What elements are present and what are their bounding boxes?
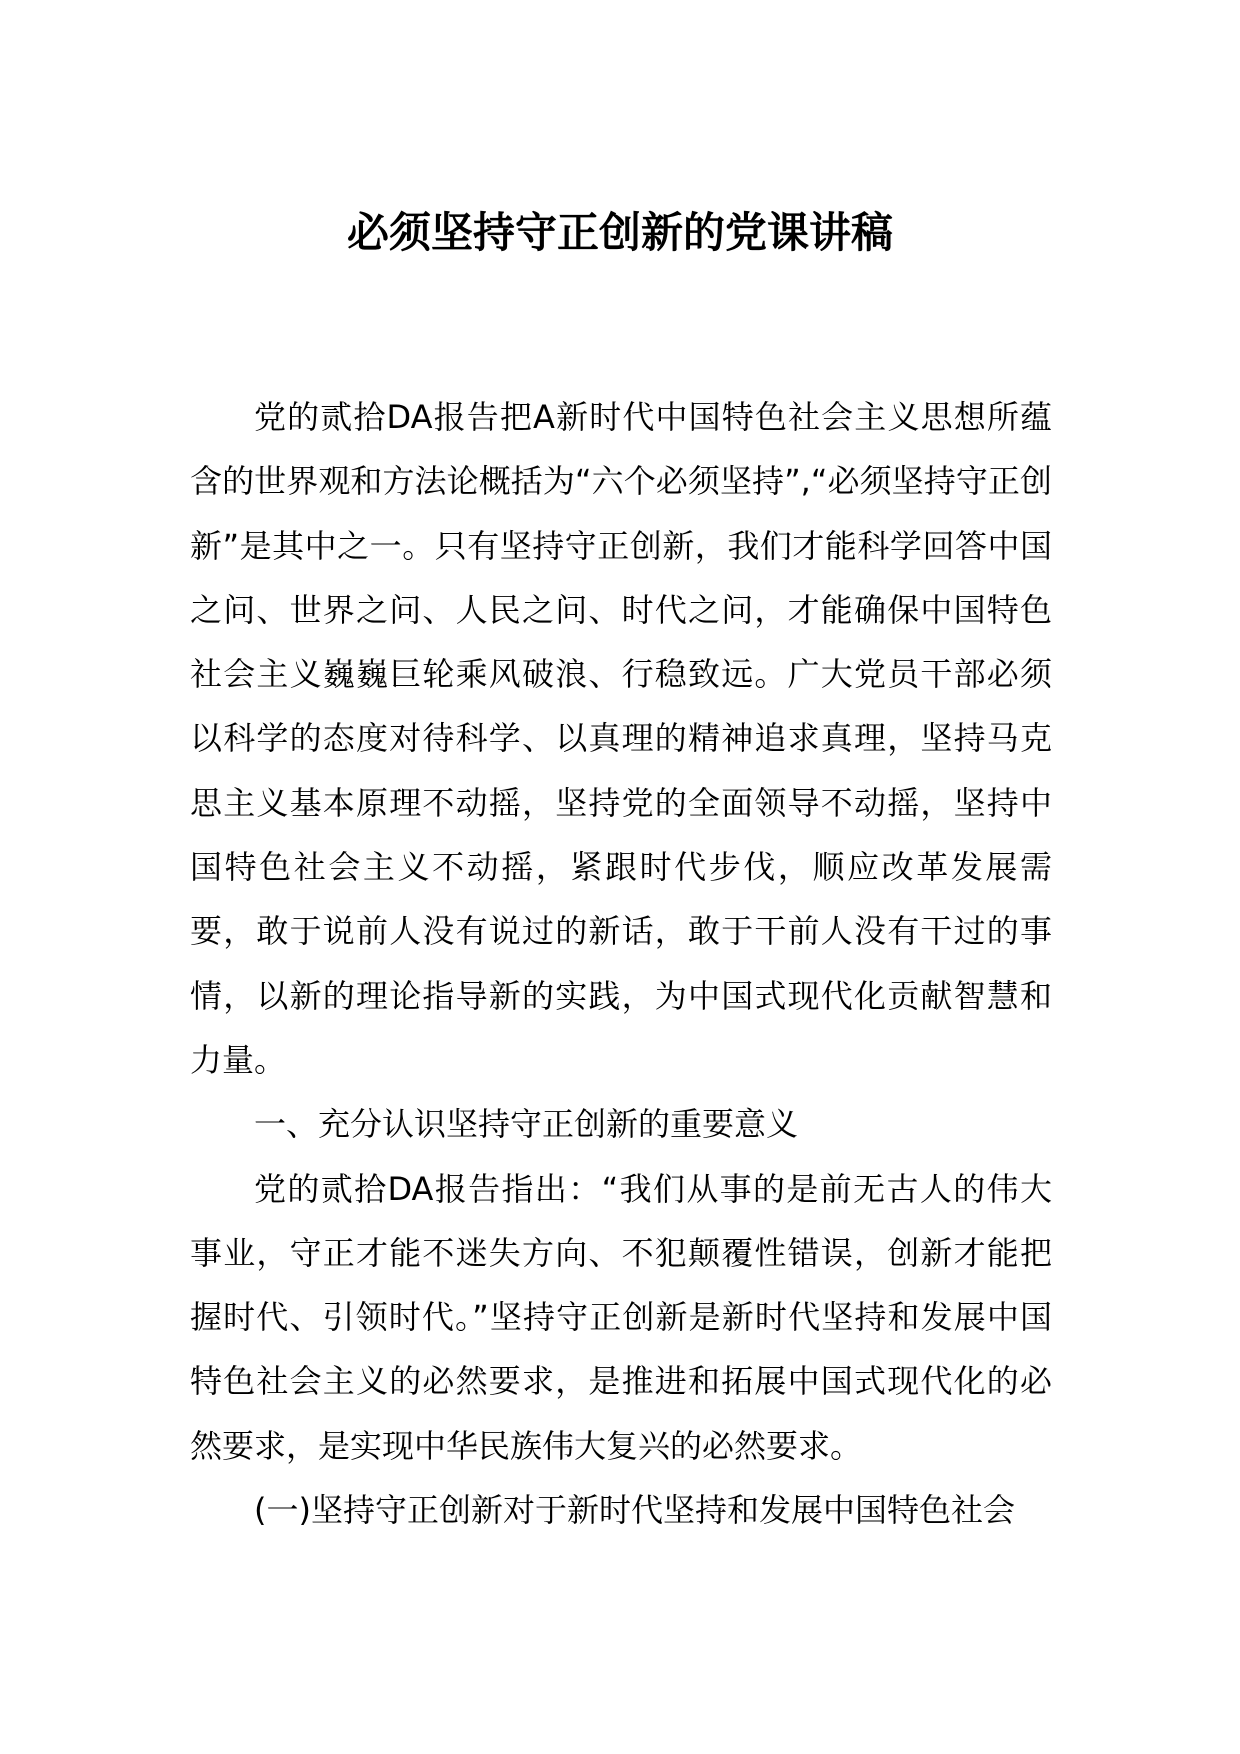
intro-paragraph: 党的贰拾DA报告把A新时代中国特色社会主义思想所蕴含的世界观和方法论概括为“六个必须坚持”,“必须坚持守正创新”是其中之一。只有坚持守正创新，我们才能科学回答中国之问、世界之问、人民之问、时代之问，才能确保中国特色社会主义巍巍巨轮乘风破浪、行稳致远。广大党员干部必须以科学的态度对待科学、以真理的精神追求真理，坚持马克思主义基本原理不动摇，坚持党的全面领导不动摇，坚持中国特色社会主义不动摇，紧跟时代步伐，顺应改革发展需要，敢于说前人没有说过的新话，敢于干前人没有干过的事情，以新的理论指导新的实践，为中国式现代化贡献智慧和力量。 <box>190 398 1052 1079</box>
document-body <box>190 385 1052 1542</box>
document-title: 必须坚持守正创新的党课讲稿 <box>346 208 893 257</box>
section-heading: 一、充分认识坚持守正创新的重要意义 <box>254 1105 799 1144</box>
subsection-heading: (一)坚持守正创新对于新时代坚持和发展中国特色社会 <box>254 1491 1015 1530</box>
section-paragraph: 党的贰拾DA报告指出：“我们从事的是前无古人的伟大事业，守正才能不迷失方向、不犯颠覆性错误，创新才能把握时代、引领时代。”坚持守正创新是新时代坚持和发展中国特色社会主义的必然要求，是推进和拓展中国式现代化的必然要求，是实现中华民族伟大复兴的必然要求。 <box>190 1169 1052 1465</box>
